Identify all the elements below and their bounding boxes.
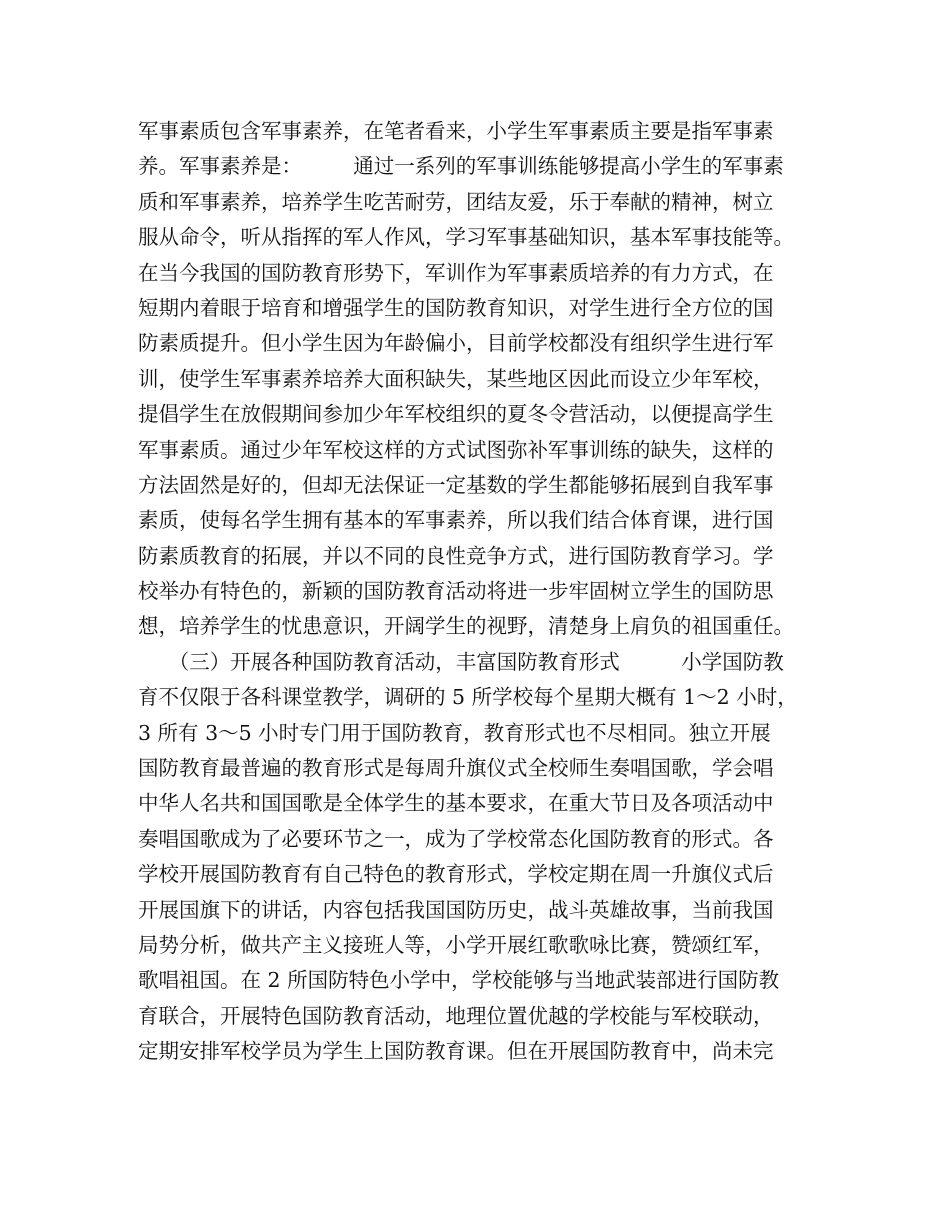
text-line: 奏唱国歌成为了必要环节之一，成为了学校常态化国防教育的形式。各 xyxy=(138,826,774,851)
text-line: 素质，使每名学生拥有基本的军事素养，所以我们结合体育课，进行国 xyxy=(138,508,774,533)
text-line: 军事素质。通过少年军校这样的方式试图弥补军事训练的缺失，这样的 xyxy=(138,437,774,462)
text-line: 3 所有 3～5 小时专门用于国防教育，教育形式也不尽相同。独立开展 xyxy=(138,720,771,745)
text-line: 短期内着眼于培育和增强学生的国防教育知识，对学生进行全方位的国 xyxy=(138,295,774,320)
text-line: 质和军事素养，培养学生吃苦耐劳，团结友爱，乐于奉献的精神，树立 xyxy=(138,189,774,214)
text-line: 学校开展国防教育有自己特色的教育形式，学校定期在周一升旗仪式后 xyxy=(138,862,774,887)
text-line: 服从命令，听从指挥的军人作风，学习军事基础知识，基本军事技能等。 xyxy=(138,225,794,250)
section-heading-line: （三）开展各种国防教育活动，丰富国防教育形式 小学国防教 xyxy=(138,649,784,674)
text-line: 军事素质包含军事素养，在笔者看来，小学生军事素质主要是指军事素 xyxy=(138,119,774,143)
document-body xyxy=(138,114,828,1070)
text-line: 养。军事素养是： 通过一系列的军事训练能够提高小学生的军事素 xyxy=(138,154,784,179)
text-line: 方法固然是好的，但却无法保证一定基数的学生都能够拓展到自我军事 xyxy=(138,472,774,497)
text-line: 提倡学生在放假期间参加少年军校组织的夏冬令营活动，以便提高学生 xyxy=(138,402,774,427)
text-line: 校举办有特色的，新颖的国防教育活动将进一步牢固树立学生的国防思 xyxy=(138,579,774,604)
text-line: 想，培养学生的忧患意识，开阔学生的视野，清楚身上肩负的祖国重任。 xyxy=(138,614,794,639)
text-line: 训，使学生军事素养培养大面积缺失，某些地区因此而设立少年军校， xyxy=(138,366,774,391)
text-line: 开展国旗下的讲话，内容包括我国国防历史，战斗英雄故事，当前我国 xyxy=(138,897,774,922)
text-line: 局势分析，做共产主义接班人等，小学开展红歌歌咏比赛，赞颂红军， xyxy=(138,932,774,957)
text-line: 定期安排军校学员为学生上国防教育课。但在开展国防教育中，尚未完 xyxy=(138,1039,774,1064)
text-line: 歌唱祖国。在 2 所国防特色小学中，学校能够与当地武装部进行国防教 xyxy=(138,968,780,993)
text-line: 防素质教育的拓展，并以不同的良性竞争方式，进行国防教育学习。学 xyxy=(138,543,774,568)
text-line: 育联合，开展特色国防教育活动，地理位置优越的学校能与军校联动， xyxy=(138,1003,774,1028)
text-line: 在当今我国的国防教育形势下，军训作为军事素质培养的有力方式，在 xyxy=(138,260,774,285)
text-line: 国防教育最普遍的教育形式是每周升旗仪式全校师生奏唱国歌，学会唱 xyxy=(138,756,774,781)
text-line: 育不仅限于各科课堂教学，调研的 5 所学校每个星期大概有 1～2 小时， xyxy=(138,685,798,710)
text-line: 防素质提升。但小学生因为年龄偏小，目前学校都没有组织学生进行军 xyxy=(138,331,774,356)
text-line: 中华人名共和国国歌是全体学生的基本要求，在重大节日及各项活动中 xyxy=(138,791,774,816)
